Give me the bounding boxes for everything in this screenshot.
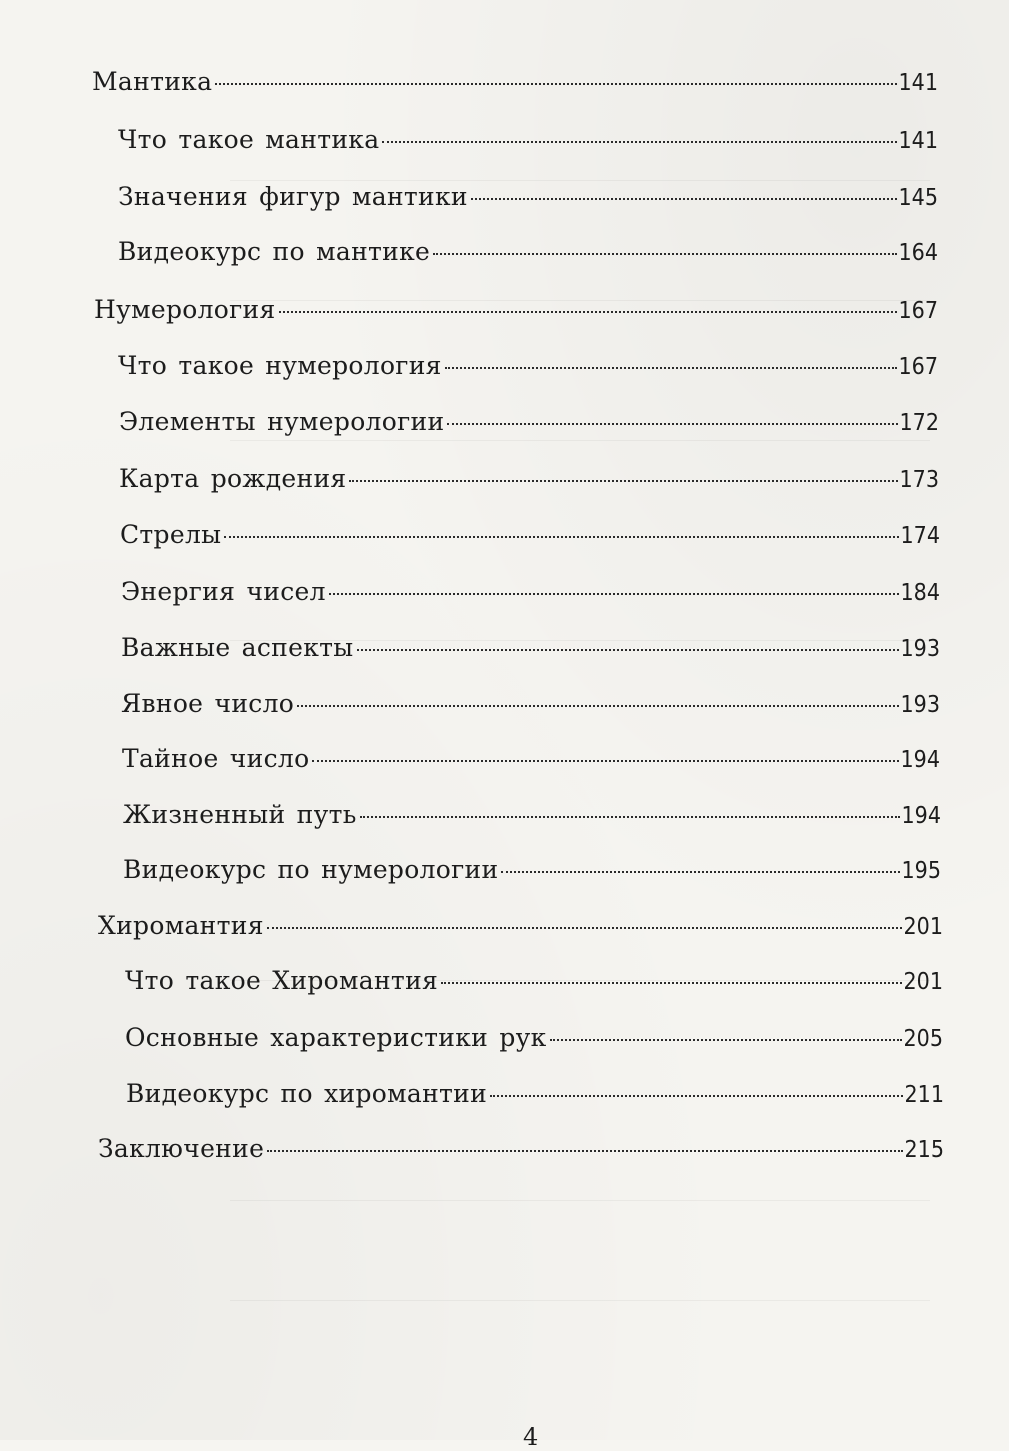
toc-entry-page: 141 xyxy=(898,128,938,154)
show-through-line xyxy=(230,440,930,441)
page-number: 4 xyxy=(523,1423,539,1451)
dot-leader xyxy=(441,982,901,984)
toc-entry-subsection[interactable] xyxy=(123,799,941,832)
toc-entry-page: 145 xyxy=(898,185,938,211)
toc-entry-section[interactable] xyxy=(98,910,943,943)
toc-entry-page: 211 xyxy=(904,1082,944,1108)
toc-entry-page: 205 xyxy=(903,1026,943,1052)
toc-entry-title: Видеокурс по нумерологии xyxy=(123,855,499,884)
toc-entry-subsection[interactable] xyxy=(118,236,938,269)
dot-leader xyxy=(312,760,898,762)
dot-leader xyxy=(445,367,897,369)
toc-entry-title: Видеокурс по хиромантии xyxy=(126,1079,488,1108)
toc-entry-subsection[interactable] xyxy=(121,632,940,665)
dot-leader xyxy=(297,705,898,707)
toc-entry-subsection[interactable] xyxy=(125,965,943,998)
dot-leader xyxy=(357,649,899,651)
dot-leader xyxy=(279,311,897,313)
toc-entry-subsection[interactable] xyxy=(120,519,940,552)
toc-entry-page: 195 xyxy=(901,858,941,884)
toc-entry-title: Энергия чисел xyxy=(121,577,326,606)
dot-leader xyxy=(267,927,902,929)
dot-leader xyxy=(471,198,897,200)
toc-entry-page: 172 xyxy=(899,410,939,436)
toc-entry-subsection[interactable] xyxy=(118,350,938,383)
toc-entry-page: 193 xyxy=(900,636,940,662)
toc-entry-page: 194 xyxy=(901,803,941,829)
toc-entry-subsection[interactable] xyxy=(122,743,940,776)
toc-entry-title: Хиромантия xyxy=(98,911,264,940)
toc-entry-section[interactable] xyxy=(98,1133,944,1166)
toc-entry-subsection[interactable] xyxy=(118,124,938,157)
toc-entry-page: 164 xyxy=(898,240,938,266)
toc-entry-section[interactable] xyxy=(92,66,938,99)
toc-entry-subsection[interactable] xyxy=(125,1022,943,1055)
show-through-line xyxy=(230,1300,930,1301)
toc-entry-page: 215 xyxy=(904,1137,944,1163)
toc-entry-subsection[interactable] xyxy=(119,406,939,439)
toc-entry-title: Видеокурс по мантике xyxy=(118,237,431,266)
toc-entry-page: 174 xyxy=(900,523,940,549)
dot-leader xyxy=(550,1039,902,1041)
dot-leader xyxy=(267,1150,902,1152)
toc-entry-section[interactable] xyxy=(94,294,938,327)
dot-leader xyxy=(501,871,899,873)
toc-entry-page: 194 xyxy=(900,747,940,773)
dot-leader xyxy=(349,480,897,482)
dot-leader xyxy=(433,253,896,255)
dot-leader xyxy=(360,816,900,818)
dot-leader xyxy=(224,536,898,538)
show-through-line xyxy=(230,1200,930,1201)
toc-entry-title: Нумерология xyxy=(94,295,276,324)
dot-leader xyxy=(329,593,899,595)
toc-entry-title: Значения фигур мантики xyxy=(118,182,468,211)
dot-leader xyxy=(490,1095,902,1097)
toc-entry-title: Явное число xyxy=(121,689,295,718)
toc-entry-title: Элементы нумерологии xyxy=(119,407,445,436)
toc-entry-title: Что такое мантика xyxy=(118,125,380,154)
toc-entry-title: Мантика xyxy=(92,67,213,96)
toc-entry-subsection[interactable] xyxy=(121,576,940,609)
toc-entry-page: 193 xyxy=(900,692,940,718)
toc-entry-title: Тайное число xyxy=(122,744,310,773)
toc-entry-title: Что такое нумерология xyxy=(118,351,442,380)
toc-entry-title: Что такое Хиромантия xyxy=(125,966,439,995)
toc-entry-subsection[interactable] xyxy=(118,181,938,214)
dot-leader xyxy=(215,83,896,85)
dot-leader xyxy=(447,423,897,425)
toc-entry-subsection[interactable] xyxy=(126,1078,944,1111)
toc-entry-page: 167 xyxy=(898,298,938,324)
toc-entry-subsection[interactable] xyxy=(123,854,941,887)
toc-entry-title: Заключение xyxy=(98,1134,265,1163)
toc-entry-title: Основные характеристики рук xyxy=(125,1023,547,1052)
toc-entry-page: 184 xyxy=(900,580,940,606)
toc-entry-page: 173 xyxy=(899,467,939,493)
toc-entry-subsection[interactable] xyxy=(121,688,940,721)
toc-entry-subsection[interactable] xyxy=(119,463,939,496)
toc-entry-page: 201 xyxy=(903,914,943,940)
dot-leader xyxy=(382,141,896,143)
toc-entry-title: Карта рождения xyxy=(119,464,347,493)
toc-entry-page: 167 xyxy=(898,354,938,380)
toc-entry-title: Жизненный путь xyxy=(123,800,357,829)
toc-entry-page: 141 xyxy=(898,70,938,96)
toc-entry-title: Стрелы xyxy=(120,520,222,549)
toc-entry-title: Важные аспекты xyxy=(121,633,354,662)
toc-entry-page: 201 xyxy=(903,969,943,995)
